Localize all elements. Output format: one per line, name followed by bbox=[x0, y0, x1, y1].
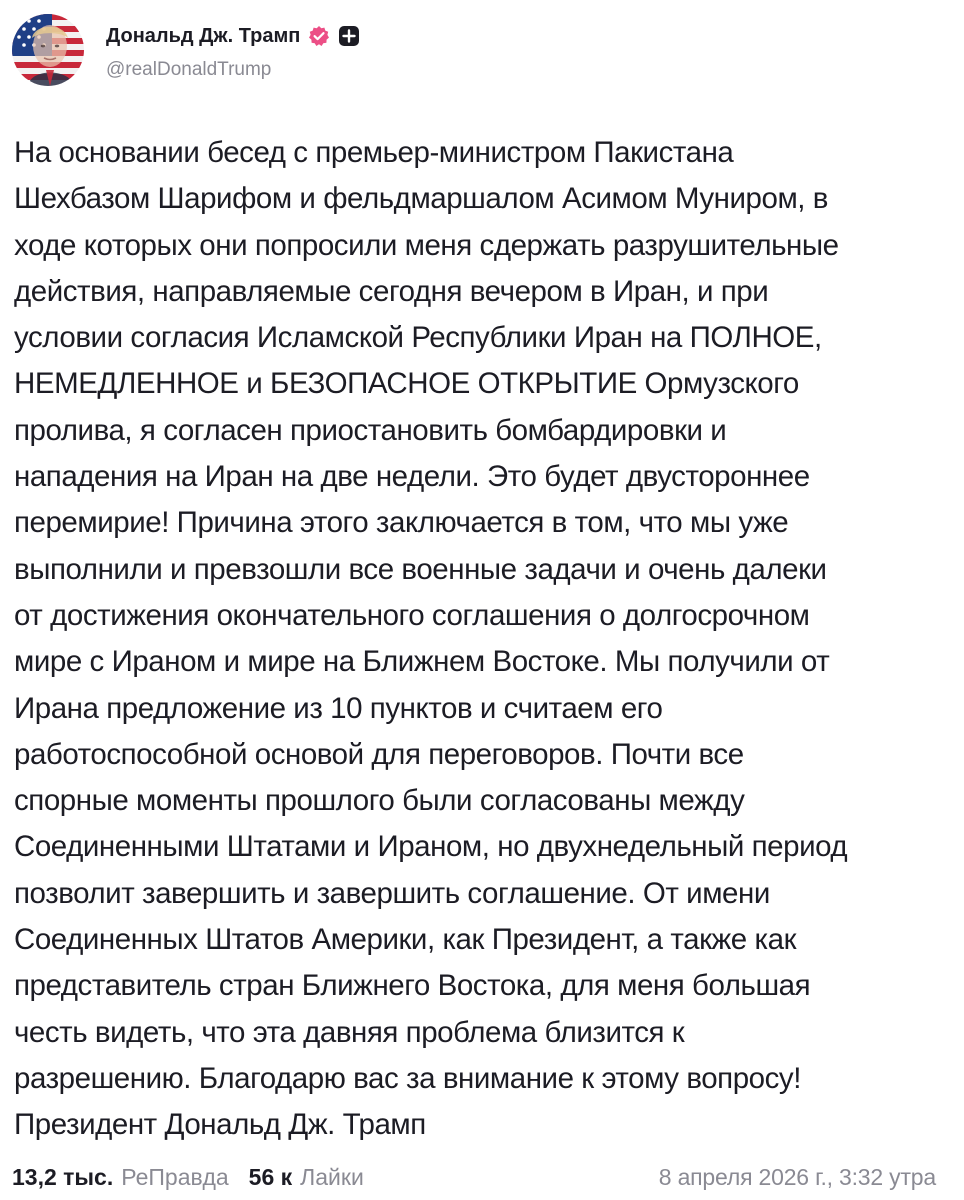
post-text-line: Ирана предложение из 10 пунктов и считаем его bbox=[14, 691, 663, 725]
post-text-line: НЕМЕДЛЕННОЕ и БЕЗОПАСНОЕ ОТКРЫТИЕ Ормузского bbox=[14, 367, 799, 401]
likes-label[interactable]: Лайки bbox=[300, 1163, 364, 1190]
reposts-label[interactable]: РеПравда bbox=[121, 1163, 229, 1190]
post-text-line: Шехбазом Шарифом и фельдмаршалом Асимом Муниром, в bbox=[14, 182, 828, 216]
post-text-line: условии согласия Исламской Республики Иран на ПОЛНОЕ, bbox=[14, 321, 822, 355]
post-text-line: разрешению. Благодарю вас за внимание к этому вопросу! bbox=[14, 1061, 801, 1095]
post-text-line: нападения на Иран на две недели. Это будет двустороннее bbox=[14, 460, 810, 494]
post-text-line: представитель стран Ближнего Востока, для меня большая bbox=[14, 969, 811, 1003]
post-text-line: мире с Ираном и мире на Ближнем Востоке. Мы получили от bbox=[14, 645, 830, 679]
post-text-line: Президент Дональд Дж. Трамп bbox=[14, 1108, 426, 1142]
post-text-line: честь видеть, что эта давняя проблема близится к bbox=[14, 1015, 685, 1049]
post-text-line: действия, направляемые сегодня вечером в Иран, и при bbox=[14, 274, 769, 308]
avatar[interactable] bbox=[12, 14, 84, 86]
post-text-line: от достижения окончательного соглашения о долгосрочном bbox=[14, 598, 810, 632]
avatar-image bbox=[12, 14, 84, 86]
verified-check-icon bbox=[308, 25, 330, 47]
post-text-line: На основании бесед с премьер-министром Пакистана bbox=[14, 136, 734, 169]
author-display-name[interactable]: Дональд Дж. Трамп bbox=[106, 25, 301, 47]
author-name-row[interactable] bbox=[106, 23, 360, 49]
post-text-line: позволит завершить и завершить соглашение. От имени bbox=[14, 876, 770, 910]
post-text-line: Соединенных Штатов Америки, как Президент, а также как bbox=[14, 923, 797, 957]
reposts-count[interactable]: 13,2 тыс. bbox=[12, 1163, 114, 1190]
post-text-line: перемирие! Причина этого заключается в том, что мы уже bbox=[14, 506, 789, 540]
author-handle[interactable]: @realDonaldTrump bbox=[106, 59, 272, 80]
post-text-line: ходе которых они попросили меня сдержать разрушительные bbox=[14, 228, 839, 262]
post-timestamp[interactable]: 8 апреля 2026 г., 3:32 утра bbox=[658, 1163, 936, 1190]
post-text-line: спорные моменты прошлого были согласованы между bbox=[14, 784, 745, 818]
post-text-line: Соединенными Штатами и Ираном, но двухнедельный период bbox=[14, 830, 848, 864]
post-text-line: выполнили и превзошли все военные задачи и очень далеки bbox=[14, 552, 827, 586]
plus-badge-icon bbox=[338, 25, 360, 47]
post-body bbox=[14, 130, 954, 1149]
likes-count[interactable]: 56 к bbox=[248, 1163, 293, 1190]
post-text-line: пролива, я согласен приостановить бомбардировки и bbox=[14, 413, 727, 447]
post-stats-bar bbox=[12, 1160, 936, 1194]
post-text-line: работоспособной основой для переговоров. Почти все bbox=[14, 737, 744, 771]
